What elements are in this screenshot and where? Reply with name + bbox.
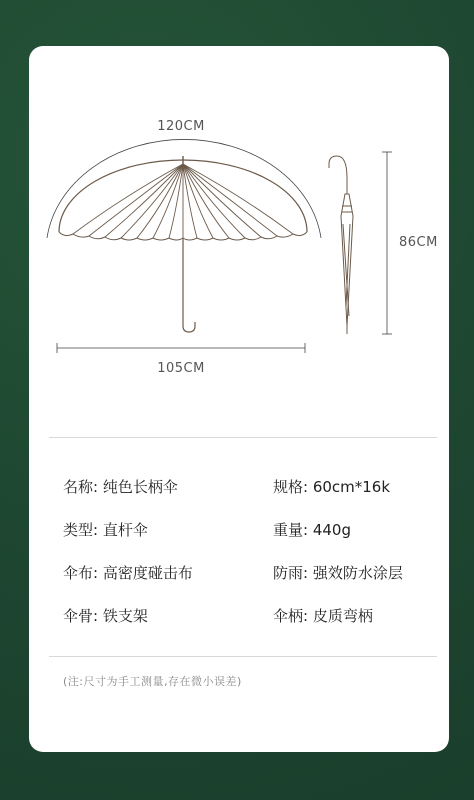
spec-name: 名称: 纯色长柄伞 [63, 478, 178, 496]
spec-rainproof: 防雨: 强效防水涂层 [273, 564, 403, 582]
hook-handle [183, 318, 195, 332]
span-label: 105CM [157, 361, 205, 376]
spec-weight: 重量: 440g [273, 521, 351, 539]
spec-handle: 伞柄: 皮质弯柄 [273, 607, 373, 625]
umbrella-diagram [29, 46, 449, 406]
height-label: 86CM [399, 235, 438, 250]
product-card [29, 46, 449, 752]
spec-frame: 伞骨: 铁支架 [63, 607, 148, 625]
folded-umbrella [329, 156, 353, 334]
span-line [57, 343, 305, 353]
divider-top [49, 437, 437, 438]
spec-size: 规格: 60cm*16k [273, 478, 391, 496]
width-label: 120CM [157, 119, 205, 134]
measurement-note: (注:尺寸为手工测量,存在微小误差) [63, 675, 242, 688]
spec-type: 类型: 直杆伞 [63, 521, 148, 539]
divider-bottom [49, 656, 437, 657]
spec-fabric: 伞布: 高密度碰击布 [63, 564, 193, 582]
height-line [382, 152, 392, 334]
